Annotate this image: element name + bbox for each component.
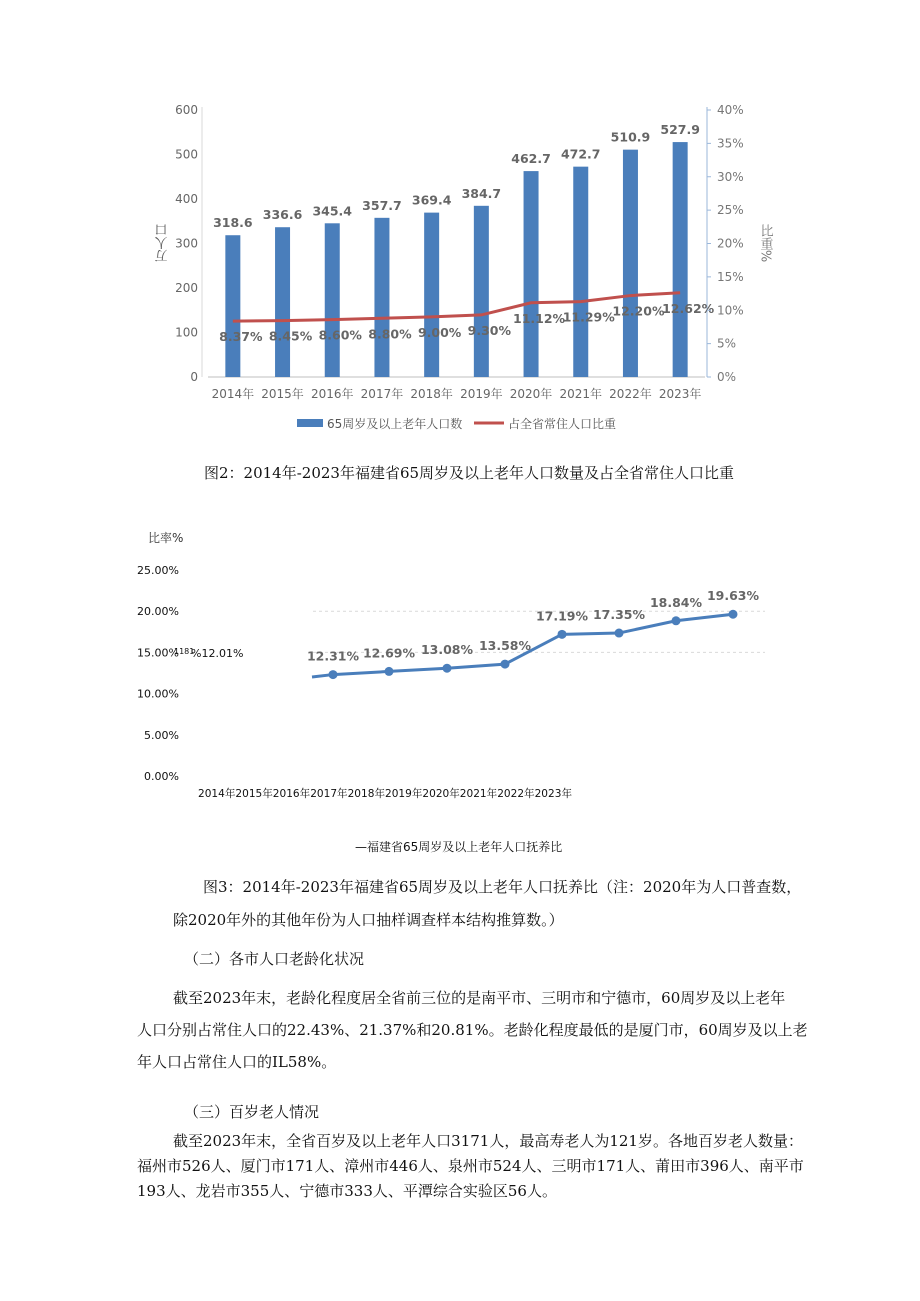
section3-heading: （三）百岁老人情况 xyxy=(184,1103,320,1121)
section2-line3: 年人口占常住人口的IL58%。 xyxy=(137,1053,337,1071)
fig2-right-tick: 0% xyxy=(717,370,737,384)
fig2-left-tick: 0 xyxy=(190,370,198,384)
fig2-bar-label: 345.4 xyxy=(312,203,353,219)
fig3-point xyxy=(329,670,338,679)
fig2-bar xyxy=(325,223,340,377)
fig2-line-label: 12.62% xyxy=(662,300,715,316)
fig2-bar-label: 510.9 xyxy=(610,129,651,145)
fig2-bar-label: 318.6 xyxy=(213,215,253,231)
fig2-bar-label: 472.7 xyxy=(560,146,601,162)
fig2-legend-line-label: 占全省常住人口比重 xyxy=(508,417,617,431)
fig2-x-tick: 2015年 xyxy=(261,387,304,401)
section3-line2: 福州市526人、厦门市171人、漳州市446人、泉州市524人、三明市171人、莆田市396人、南平市 xyxy=(137,1157,804,1175)
fig3-y-tick: 15.00% xyxy=(137,646,179,660)
fig2-bar-label: 527.9 xyxy=(660,122,700,138)
fig2-bar xyxy=(374,218,389,377)
fig2-bar xyxy=(474,206,489,377)
fig2-right-tick: 20% xyxy=(717,236,744,251)
section3-paragraph xyxy=(137,1129,804,1204)
fig2-line-label: 12.20% xyxy=(612,303,665,319)
fig3-chart xyxy=(0,520,920,865)
fig3-point-label: 13.08% xyxy=(420,642,474,658)
fig3-point-label: 17.35% xyxy=(592,607,646,623)
fig2-caption: 图2：2014年-2023年福建省65周岁及以上老年人口数量及占全省常住人口比重 xyxy=(204,464,735,482)
fig2-x-tick: 2022年 xyxy=(609,387,652,401)
fig3-point xyxy=(558,630,567,639)
fig2-x-tick: 2018年 xyxy=(410,387,453,401)
fig2-bar-label: 462.7 xyxy=(511,151,551,167)
fig2-left-tick: 400 xyxy=(175,192,198,206)
fig2-line-label: 11.29% xyxy=(562,309,615,325)
fig2-right-tick: 30% xyxy=(717,169,744,184)
fig2-right-tick: 35% xyxy=(717,136,744,151)
fig2-chart xyxy=(0,0,920,445)
fig3-y-tick: 25.00% xyxy=(137,564,179,577)
fig3-point xyxy=(501,660,510,669)
fig2-bar xyxy=(524,171,539,377)
fig2-bar xyxy=(573,167,588,377)
fig3-legend: —福建省65周岁及以上老年人口抚养比 xyxy=(355,840,563,854)
fig2-left-tick: 600 xyxy=(175,103,198,117)
fig2-left-axis-label: 万人口 xyxy=(155,223,171,263)
fig3-point xyxy=(729,610,738,619)
fig2-bar-label: 357.7 xyxy=(362,197,402,213)
fig2-left-tick: 300 xyxy=(175,236,198,251)
fig2-line-label: 8.80% xyxy=(368,326,412,342)
fig2-bar xyxy=(424,213,439,377)
fig3-x-axis-labels: 2014年2015年2016年2017年2018年2019年2020年2021年2022年2023年 xyxy=(198,787,588,800)
fig2-right-tick: 25% xyxy=(717,203,744,218)
fig3-y-tick: 5.00% xyxy=(144,728,179,742)
fig2-x-tick: 2021年 xyxy=(559,387,603,401)
fig2-legend-bar-label: 65周岁及以上老年人口数 xyxy=(327,417,463,431)
section2-line1: 截至2023年末，老龄化程度居全省前三位的是南平市、三明市和宁德市，60周岁及以上老年 xyxy=(173,989,786,1007)
section3-line1: 截至2023年末，全省百岁及以上老年人口3171人，最高寿老人为121岁。各地百岁老人数量： xyxy=(173,1132,803,1150)
fig2-right-tick: 5% xyxy=(717,336,737,351)
fig2-right-tick: 15% xyxy=(717,269,744,284)
section2-paragraph xyxy=(137,982,808,1078)
fig2-line-label: 8.45% xyxy=(268,328,313,344)
fig2-x-tick: 2020年 xyxy=(509,387,553,401)
fig2-left-tick: 100 xyxy=(175,325,198,340)
fig3-point-label: %12.01% xyxy=(191,647,244,660)
fig2-bar xyxy=(225,235,240,377)
fig3-point-label: 18.84% xyxy=(649,594,703,610)
fig3-point-label: 13.58% xyxy=(478,638,532,654)
fig2-right-tick: 40% xyxy=(717,103,744,117)
fig3-point xyxy=(615,629,624,638)
fig3-point-label: 19.63% xyxy=(706,588,760,604)
fig2-line-label: 8.60% xyxy=(318,327,362,343)
fig2-line-label: 11.12% xyxy=(513,310,566,326)
fig2-bar-label: 336.6 xyxy=(262,207,303,223)
fig2-x-tick: 2023年 xyxy=(658,387,702,401)
fig3-y-tick: 0.00% xyxy=(144,770,179,783)
fig2-bar xyxy=(623,150,638,377)
fig2-x-tick: 2016年 xyxy=(310,387,354,401)
fig2-x-tick: 2017年 xyxy=(360,387,404,401)
fig2-bar xyxy=(673,142,688,377)
fig2-legend-bar-swatch xyxy=(297,419,323,427)
fig2-bar-label: 384.7 xyxy=(461,185,502,201)
fig2-right-tick: 10% xyxy=(717,303,744,318)
fig3-point-label: 12.69% xyxy=(362,645,416,661)
fig3-point xyxy=(672,616,681,625)
fig2-line-label: 8.37% xyxy=(219,329,263,345)
section2-heading: （二）各市人口老龄化状况 xyxy=(184,950,365,968)
fig2-right-axis-label: 比重% xyxy=(757,223,773,263)
fig3-caption-line1: 图3：2014年-2023年福建省65周岁及以上老年人口抚养比（注：2020年为人口普查数， xyxy=(203,878,802,896)
fig2-bar-label: 369.4 xyxy=(411,192,452,208)
fig2-x-tick: 2019年 xyxy=(460,387,503,401)
fig3-point xyxy=(385,667,394,676)
fig2-x-tick: 2014年 xyxy=(211,387,255,401)
fig3-point-label: 17.19% xyxy=(535,608,589,624)
fig3-point-label: 12.31% xyxy=(306,648,360,664)
fig2-left-tick: 500 xyxy=(175,147,198,162)
fig2-bar xyxy=(275,227,290,377)
fig2-left-tick: 200 xyxy=(175,281,198,295)
fig3-y-tick: 20.00% xyxy=(137,605,179,619)
fig3-point xyxy=(443,664,452,673)
fig3-y-axis-label: 比率% xyxy=(148,531,184,545)
fig3-y-tick: 10.00% xyxy=(137,687,179,701)
section3-line3: 193人、龙岩市355人、宁德市333人、平潭综合实验区56人。 xyxy=(137,1182,557,1200)
fig3-caption-line2: 除2020年外的其他年份为人口抽样调查样本结构推算数。） xyxy=(173,911,564,929)
section2-line2: 人口分别占常住人口的22.43%、21.37%和20.81%。老龄化程度最低的是厦门市，60周岁及以上老 xyxy=(137,1021,808,1039)
fig2-line-label: 9.00% xyxy=(417,324,462,340)
fig2-line-label: 9.30% xyxy=(467,322,512,338)
fig3-point-label: 1181 xyxy=(174,647,195,656)
